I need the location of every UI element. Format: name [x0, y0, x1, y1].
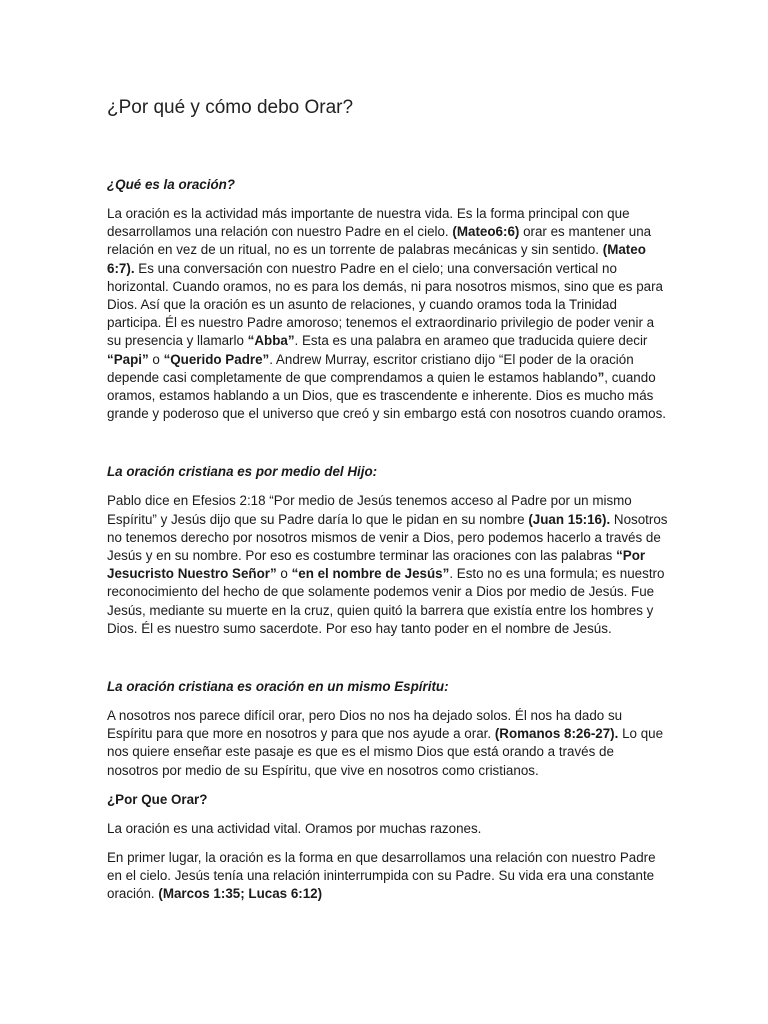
text-run: orar es mantener una relación en vez de un ritual, no es un torrente de palabras mecánicas y sin sentido. [107, 224, 652, 258]
bold-run: (Romanos 8:26-27). [494, 726, 619, 742]
text-run: , cuando oramos, estamos hablando a un Dios, que es trascendente e inherente. Dios es mucho más grande y poderoso que el universo que creó y sin embargo está con nosotros cuando oramos. [107, 369, 667, 422]
bold-run: (Marcos 1:35; Lucas 6:12) [158, 886, 323, 902]
paragraph [107, 707, 668, 780]
bold-run: (Juan 15:16). [528, 511, 611, 527]
bold-run: “en el nombre de Jesús” [291, 566, 450, 582]
text-run: Lo que nos quiere enseñar este pasaje es que es el mismo Dios que está orando a través de nosotros por medio de su Espíritu, que vive en nosotros como cristianos. [107, 726, 664, 778]
bold-run: “Querido Padre” [163, 351, 270, 367]
bold-run: “Por Jesucristo Nuestro Señor” [107, 548, 646, 582]
text-run: Es una conversación con nuestro Padre en el cielo; una conversación vertical no horizontal. Cuando oramos, no es para los demás, ni para nosotros mismos, sino que es para Dios. Así que la oración es un asunto de relaciones, y cuando oramos toda la Trinidad participa. Él es nuestro Padre amoroso; tenemos el extraordinario privilegio de poder venir a su presencia y llamarlo [107, 260, 664, 349]
text-run: o [148, 351, 164, 367]
paragraph [107, 820, 668, 838]
bold-run: ” [597, 369, 605, 385]
text-run: La oración es la actividad más importante de nuestra vida. Es la forma principal con que desarrollamos una relación con nuestro Padre en el cielo. [107, 206, 630, 240]
bold-run: “Abba” [247, 333, 295, 349]
text-run: . Esta es una palabra en arameo que traducida quiere decir [294, 333, 648, 349]
text-run: Pablo dice en Efesios 2:18 “Por medio de Jesús tenemos acceso al Padre por un mismo Espíritu” y Jesús dijo que su Padre daría lo que le pidan en su nombre [107, 493, 632, 527]
text-run: A nosotros nos parece difícil orar, pero Dios no nos ha dejado solos. Él nos ha dado su Espíritu para que more en nosotros y para que nos ayude a orar. [107, 708, 623, 742]
bold-run: (Mateo 6:7). [107, 242, 646, 276]
paragraph [107, 492, 668, 638]
text-run: La oración es una actividad vital. Oramos por muchas razones. [107, 820, 482, 836]
text-run: . Andrew Murray, escritor cristiano dijo “El poder de la oración depende casi completamente de que comprendamos a quien le estamos hablando [107, 351, 634, 385]
section-heading-por-que-orar: ¿Por Que Orar? [107, 791, 208, 807]
text-run: . Esto no es una formula; es nuestro reconocimiento del hecho de que solamente podemos venir a Dios por medio de Jesús. Fue Jesús, mediante su muerte en la cruz, quien quitó la barrera que existía entre los hombres y Dios. Él es nuestro sumo sacerdote. Por eso hay tanto poder en el nombre de Jesús. [107, 566, 665, 636]
section-heading-por-medio-del-hijo: La oración cristiana es por medio del Hijo: [107, 464, 378, 480]
text-run: o [276, 566, 292, 582]
document-title: ¿Por qué y cómo debo Orar? [107, 97, 354, 118]
bold-run: “Papi” [107, 351, 149, 367]
paragraph [107, 849, 668, 904]
bold-run: (Mateo6:6) [452, 224, 520, 240]
text-run: Nosotros no tenemos derecho por nosotros mismos de venir a Dios, pero podemos hacerlo a través de Jesús y en su nombre. Por eso es costumbre terminar las oraciones con las palabras [107, 511, 668, 564]
section-heading-que-es-la-oracion: ¿Qué es la oración? [107, 177, 235, 192]
text-run: En primer lugar, la oración es la forma en que desarrollamos una relación con nuestro Padre en el cielo. Jesús tenía una relación ininterrumpida con su Padre. Su vida era una constante oración. [107, 850, 656, 902]
paragraph [107, 205, 668, 423]
section-heading-mismo-espiritu: La oración cristiana es oración en un mismo Espíritu: [107, 679, 449, 695]
